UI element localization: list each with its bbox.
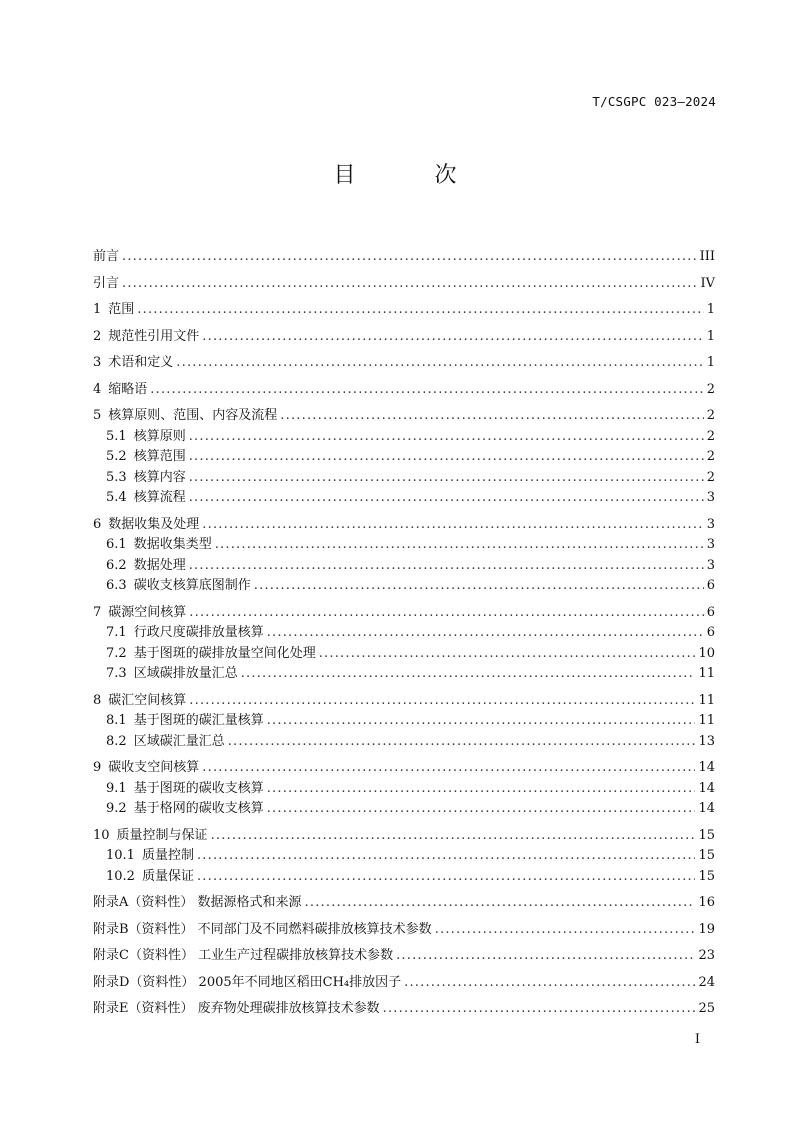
toc-entry-page: 2 — [706, 469, 715, 485]
toc-entry[interactable] — [93, 513, 715, 534]
toc-entry-number: 9 — [93, 760, 102, 775]
dot-leader — [189, 605, 703, 620]
toc-entry-page: 1 — [706, 355, 715, 370]
toc-entry-number: 8.2 — [106, 733, 127, 749]
dot-leader — [267, 801, 696, 816]
toc-entry-label — [106, 777, 264, 796]
toc-entry-page: 14 — [698, 760, 715, 775]
toc-entry-number: 10.1 — [106, 848, 135, 863]
toc-entry-number: 7.3 — [106, 666, 127, 681]
toc-entry-title: 碳收支核算底图制作 — [133, 578, 251, 593]
dot-leader — [197, 848, 695, 863]
toc-entry[interactable] — [93, 971, 715, 992]
toc-entry[interactable] — [93, 709, 715, 730]
toc-entry-number: 5.3 — [106, 469, 127, 485]
dot-leader — [241, 666, 696, 681]
toc-entry[interactable] — [93, 325, 715, 346]
dot-leader — [215, 537, 704, 552]
toc-entry-title: 核算原则 — [133, 428, 186, 444]
toc-entry-label — [93, 891, 302, 910]
toc-entry-number: 5.4 — [106, 490, 127, 505]
toc-entry-title: 核算范围 — [133, 449, 186, 464]
dot-leader — [383, 1001, 696, 1016]
toc-entry-label — [106, 533, 212, 552]
toc-entry-title: 质量控制与保证 — [116, 827, 208, 843]
toc-entry-title: 区域碳排放量汇总 — [133, 666, 238, 681]
toc-entry-number: 3 — [93, 355, 102, 370]
dot-leader — [267, 625, 704, 640]
toc-entry-page: 1 — [706, 302, 715, 317]
dot-leader — [267, 781, 696, 796]
toc-entry-number: 10.2 — [106, 868, 135, 884]
toc-entry[interactable] — [93, 554, 715, 575]
page-title: 目 次 — [333, 163, 493, 188]
toc-entry-label — [106, 844, 194, 863]
toc-entry[interactable] — [93, 865, 715, 886]
toc-entry-title: 基于图斑的碳排放量空间化处理 — [133, 645, 316, 661]
toc-entry-page: 15 — [698, 827, 715, 843]
toc-entry-number: 5.2 — [106, 449, 127, 464]
toc-entry-page: 15 — [698, 868, 715, 884]
toc-entry-title: 碳汇空间核算 — [108, 692, 187, 708]
toc-entry-page: 14 — [698, 780, 715, 796]
dot-leader — [228, 734, 696, 749]
toc-entry-page: 2 — [706, 408, 715, 423]
dot-leader — [396, 948, 695, 963]
toc-entry-title: 引言 — [93, 275, 120, 291]
toc-entry-number: 9.1 — [106, 780, 127, 796]
toc-entry-title: 碳源空间核算 — [108, 604, 187, 620]
toc-entry-page: 2 — [706, 428, 715, 444]
toc-entry-label — [93, 325, 199, 344]
toc-entry[interactable] — [93, 404, 715, 425]
toc-entry[interactable] — [93, 245, 715, 266]
toc-entry-page: 23 — [698, 948, 715, 963]
toc-entry[interactable] — [93, 997, 715, 1018]
toc-entry-page: 10 — [698, 645, 715, 661]
toc-entry-title: 附录B（资料性） 不同部门及不同燃料碳排放核算技术参数 — [93, 921, 432, 937]
toc-entry[interactable] — [93, 272, 715, 293]
toc-entry-page: 11 — [698, 692, 715, 708]
dot-leader — [202, 760, 695, 775]
toc-entry-title: 核算内容 — [133, 469, 186, 485]
toc-entry-page: 6 — [706, 625, 715, 640]
toc-entry-page: 2 — [706, 449, 715, 464]
toc-entry-label — [106, 466, 186, 485]
dot-leader — [197, 869, 695, 884]
toc-entry-number: 7.2 — [106, 645, 127, 661]
toc-entry[interactable] — [93, 601, 715, 622]
toc-entry-label — [93, 351, 173, 370]
dot-leader — [435, 922, 696, 937]
dot-leader — [280, 408, 703, 423]
dot-leader — [305, 895, 696, 910]
toc-entry-title: 基于图斑的碳收支核算 — [133, 780, 264, 796]
toc-entry-label — [106, 865, 194, 884]
dot-leader — [267, 713, 696, 728]
table-of-contents — [93, 245, 715, 1018]
dot-leader — [254, 578, 704, 593]
toc-entry-number: 5 — [93, 408, 102, 423]
toc-entry[interactable] — [93, 642, 715, 663]
toc-entry-title: 附录A（资料性） 数据源格式和来源 — [93, 895, 302, 910]
toc-entry-title: 核算流程 — [133, 490, 186, 505]
dot-leader — [202, 329, 703, 344]
page-number: I — [694, 1032, 700, 1047]
toc-entry-number: 2 — [93, 328, 102, 344]
toc-entry-number: 5.1 — [106, 428, 127, 444]
toc-entry-title: 附录C（资料性） 工业生产过程碳排放核算技术参数 — [93, 948, 394, 963]
toc-entry-title: 质量控制 — [141, 848, 194, 863]
dot-leader — [189, 490, 704, 505]
toc-entry-page: 13 — [698, 733, 715, 749]
toc-entry-page: 11 — [698, 713, 715, 728]
toc-entry[interactable] — [93, 689, 715, 710]
toc-entry[interactable] — [93, 466, 715, 487]
toc-entry-label — [93, 245, 119, 264]
toc-entry-label — [106, 662, 238, 681]
toc-entry-title: 数据收集类型 — [133, 537, 212, 552]
toc-entry[interactable] — [93, 944, 715, 965]
toc-entry-label — [93, 944, 393, 963]
toc-entry-title: 碳收支空间核算 — [108, 760, 200, 775]
toc-entry-title: 基于图斑的碳汇量核算 — [133, 713, 264, 728]
toc-entry-page: 3 — [706, 490, 715, 505]
toc-entry-title: 核算原则、范围、内容及流程 — [108, 408, 278, 423]
toc-entry-label — [93, 404, 277, 423]
toc-entry[interactable] — [93, 574, 715, 595]
toc-entry-label — [93, 689, 186, 708]
dot-leader — [122, 249, 697, 264]
toc-entry-page: 3 — [706, 516, 715, 532]
toc-entry-label — [106, 486, 186, 505]
dot-leader — [189, 470, 704, 485]
toc-entry-label — [106, 425, 186, 444]
toc-entry-label — [106, 730, 225, 749]
toc-entry-number: 6.1 — [106, 537, 127, 552]
toc-entry-title: 数据收集及处理 — [108, 516, 200, 532]
toc-entry-page: 15 — [698, 848, 715, 863]
toc-entry-title: 质量保证 — [141, 868, 194, 884]
toc-entry-title: 附录D（资料性） 2005年不同地区稻田CH₄排放因子 — [93, 974, 402, 990]
toc-entry[interactable] — [93, 756, 715, 777]
toc-entry-page: 3 — [706, 557, 715, 573]
toc-entry-label — [106, 709, 264, 728]
toc-entry[interactable] — [93, 777, 715, 798]
toc-entry-label — [93, 824, 208, 843]
toc-entry-page: 6 — [706, 578, 715, 593]
toc-entry[interactable] — [93, 891, 715, 912]
dot-leader — [189, 429, 704, 444]
toc-entry-number: 10 — [93, 827, 110, 843]
toc-entry-title: 范围 — [108, 302, 135, 317]
toc-entry-label — [106, 574, 251, 593]
toc-entry-title: 缩略语 — [108, 381, 148, 397]
toc-entry-page: 14 — [698, 801, 715, 816]
toc-entry-number: 7.1 — [106, 625, 127, 640]
toc-entry-label — [93, 513, 199, 532]
toc-entry-label — [93, 971, 401, 990]
toc-entry-label — [93, 918, 432, 937]
toc-entry[interactable] — [93, 351, 715, 372]
toc-entry[interactable] — [93, 533, 715, 554]
toc-entry[interactable] — [93, 298, 715, 319]
dot-leader — [404, 975, 695, 990]
toc-entry-page: 24 — [698, 974, 715, 990]
toc-entry-label — [106, 554, 186, 573]
toc-entry-number: 1 — [93, 302, 102, 317]
dot-leader — [189, 449, 704, 464]
toc-entry-number: 8.1 — [106, 713, 127, 728]
dot-leader — [176, 355, 703, 370]
dot-leader — [202, 517, 703, 532]
document-code: T/CSGPC 023—2024 — [592, 94, 716, 109]
toc-entry-number: 7 — [93, 604, 102, 620]
dot-leader — [122, 276, 697, 291]
toc-entry-title: 附录E（资料性） 废弃物处理碳排放核算技术参数 — [93, 1001, 380, 1016]
toc-entry-page: IV — [700, 275, 715, 291]
toc-entry-title: 基于格网的碳收支核算 — [133, 801, 264, 816]
toc-entry-number: 6.2 — [106, 557, 127, 573]
toc-entry-page: 2 — [706, 381, 715, 397]
toc-entry[interactable] — [93, 621, 715, 642]
toc-entry-page: 6 — [706, 604, 715, 620]
toc-entry-title: 规范性引用文件 — [108, 328, 200, 344]
toc-entry[interactable] — [93, 730, 715, 751]
toc-entry-number: 6 — [93, 516, 102, 532]
dot-leader — [211, 828, 696, 843]
toc-entry-label — [106, 797, 264, 816]
toc-entry-label — [93, 997, 380, 1016]
toc-entry-number: 8 — [93, 692, 102, 708]
toc-entry[interactable] — [93, 844, 715, 865]
toc-entry-title: 行政尺度碳排放量核算 — [133, 625, 264, 640]
toc-entry-label — [93, 756, 199, 775]
toc-entry[interactable] — [93, 918, 715, 939]
toc-entry-page: 16 — [698, 895, 715, 910]
toc-entry-title: 区域碳汇量汇总 — [133, 733, 225, 749]
dot-leader — [150, 382, 703, 397]
toc-entry-number: 6.3 — [106, 578, 127, 593]
toc-entry-number: 4 — [93, 381, 102, 397]
toc-entry-page: III — [699, 249, 715, 264]
toc-entry-title: 前言 — [93, 249, 120, 264]
toc-entry-number: 9.2 — [106, 801, 127, 816]
toc-entry[interactable] — [93, 445, 715, 466]
toc-entry-label — [93, 298, 134, 317]
dot-leader — [189, 558, 704, 573]
toc-entry-title: 术语和定义 — [108, 355, 174, 370]
toc-entry[interactable] — [93, 662, 715, 683]
toc-entry[interactable] — [93, 797, 715, 818]
toc-entry[interactable] — [93, 425, 715, 446]
toc-entry-label — [93, 601, 186, 620]
dot-leader — [319, 646, 696, 661]
toc-entry[interactable] — [93, 378, 715, 399]
toc-entry-label — [93, 272, 119, 291]
dot-leader — [189, 693, 695, 708]
toc-entry-title: 数据处理 — [133, 557, 186, 573]
toc-entry-page: 25 — [698, 1001, 715, 1016]
toc-entry-page: 1 — [706, 328, 715, 344]
toc-entry-label — [106, 642, 316, 661]
toc-entry[interactable] — [93, 824, 715, 845]
dot-leader — [137, 302, 703, 317]
toc-entry-label — [93, 378, 147, 397]
toc-entry-page: 3 — [706, 537, 715, 552]
toc-entry[interactable] — [93, 486, 715, 507]
toc-entry-label — [106, 621, 264, 640]
toc-entry-page: 19 — [698, 921, 715, 937]
toc-entry-page: 11 — [698, 666, 715, 681]
toc-entry-label — [106, 445, 186, 464]
